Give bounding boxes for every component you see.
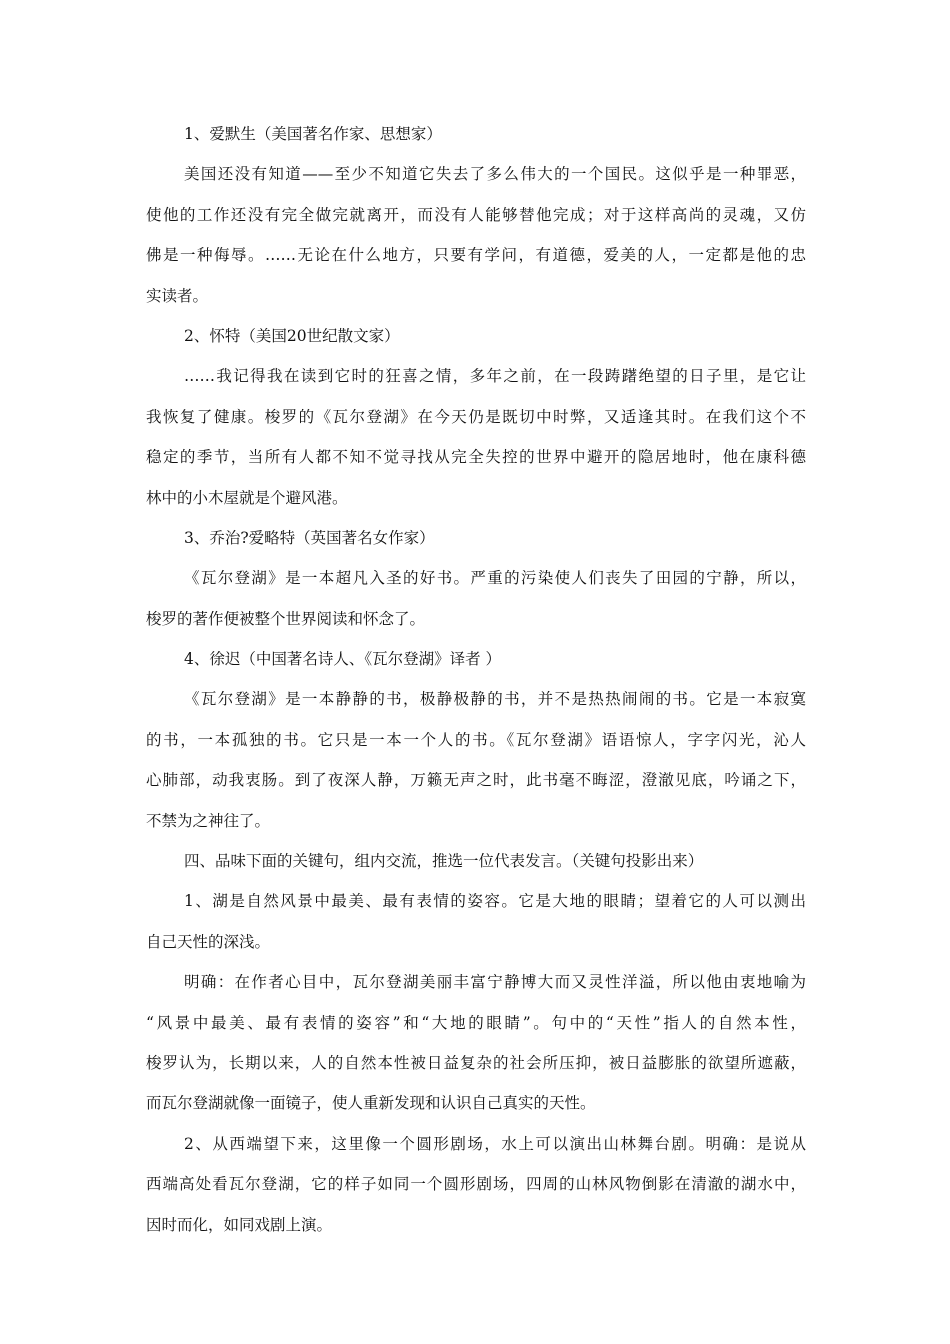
text-line: 梭罗认为，长期以来，人的自然本性被日益复杂的社会所压抑，被日益膨胀的欲望所遮蔽， [146, 1053, 806, 1072]
text-line: “风景中最美、最有表情的姿容”和“大地的眼睛”。句中的“天性”指人的自然本性， [146, 1013, 806, 1032]
text-line: 《瓦尔登湖》是一本静静的书，极静极静的书，并不是热热闹闹的书。它是一本寂寞 [184, 690, 806, 709]
text-line: 的书，一本孤独的书。它只是一本一个人的书。《瓦尔登湖》语语惊人，字字闪光，沁人 [146, 730, 806, 749]
text-line: 而瓦尔登湖就像一面镜子，使人重新发现和认识自己真实的天性。 [146, 1094, 596, 1113]
text-line: 4、徐迟（中国著名诗人、《瓦尔登湖》译者 ） [184, 650, 502, 669]
text-line: 因时而化，如同戏剧上演。 [146, 1215, 333, 1234]
text-line: 实读者。 [146, 286, 209, 305]
text-line: 《瓦尔登湖》是一本超凡入圣的好书。严重的污染使人们丧失了田园的宁静，所以， [184, 569, 806, 588]
text-line: 心肺部，动我衷肠。到了夜深人静，万籁无声之时，此书毫不晦涩，澄澈见底，吟诵之下， [146, 771, 806, 790]
document-page [146, 114, 806, 1245]
text-line: 梭罗的著作便被整个世界阅读和怀念了。 [146, 609, 426, 628]
text-line: 1、爱默生（美国著名作家、思想家） [184, 125, 442, 143]
text-line: 使他的工作还没有完全做完就离开，而没有人能够替他完成；对于这样高尚的灵魂，又仿 [146, 205, 806, 224]
text-line: 佛是一种侮辱。……无论在什么地方，只要有学问，有道德，爱美的人，一定都是他的忠 [146, 246, 806, 265]
text-line: ……我记得我在读到它时的狂喜之情，多年之前，在一段踌躇绝望的日子里，是它让 [184, 367, 806, 386]
text-line: 四、品味下面的关键句，组内交流，推选一位代表发言。（关键句投影出来） [184, 852, 704, 871]
text-line: 2、从西端望下来，这里像一个圆形剧场，水上可以演出山林舞台剧。明确：是说从 [184, 1134, 806, 1153]
text-line: 2、怀特（美国20世纪散文家） [184, 326, 400, 345]
text-line: 不禁为之神往了。 [146, 811, 271, 830]
text-line: 明确：在作者心目中，瓦尔登湖美丽丰富宁静博大而又灵性洋溢，所以他由衷地喻为 [184, 973, 806, 992]
text-line: 3、乔治?爱略特（英国著名女作家） [184, 528, 435, 547]
text-line: 1、湖是自然风景中最美、最有表情的姿容。它是大地的眼睛；望着它的人可以测出 [184, 892, 806, 911]
text-line: 自己天性的深浅。 [146, 932, 271, 951]
text-line: 美国还没有知道——至少不知道它失去了多么伟大的一个国民。这似乎是一种罪恶， [184, 165, 806, 184]
text-line: 稳定的季节，当所有人都不知不觉寻找从完全失控的世界中避开的隐居地时，他在康科德 [146, 448, 806, 467]
text-line: 林中的小木屋就是个避风港。 [146, 488, 348, 507]
text-line: 我恢复了健康。梭罗的《瓦尔登湖》在今天仍是既切中时弊，又适逢其时。在我们这个不 [146, 407, 806, 426]
text-line: 西端高处看瓦尔登湖，它的样子如同一个圆形剧场，四周的山林风物倒影在清澈的湖水中， [146, 1175, 806, 1194]
